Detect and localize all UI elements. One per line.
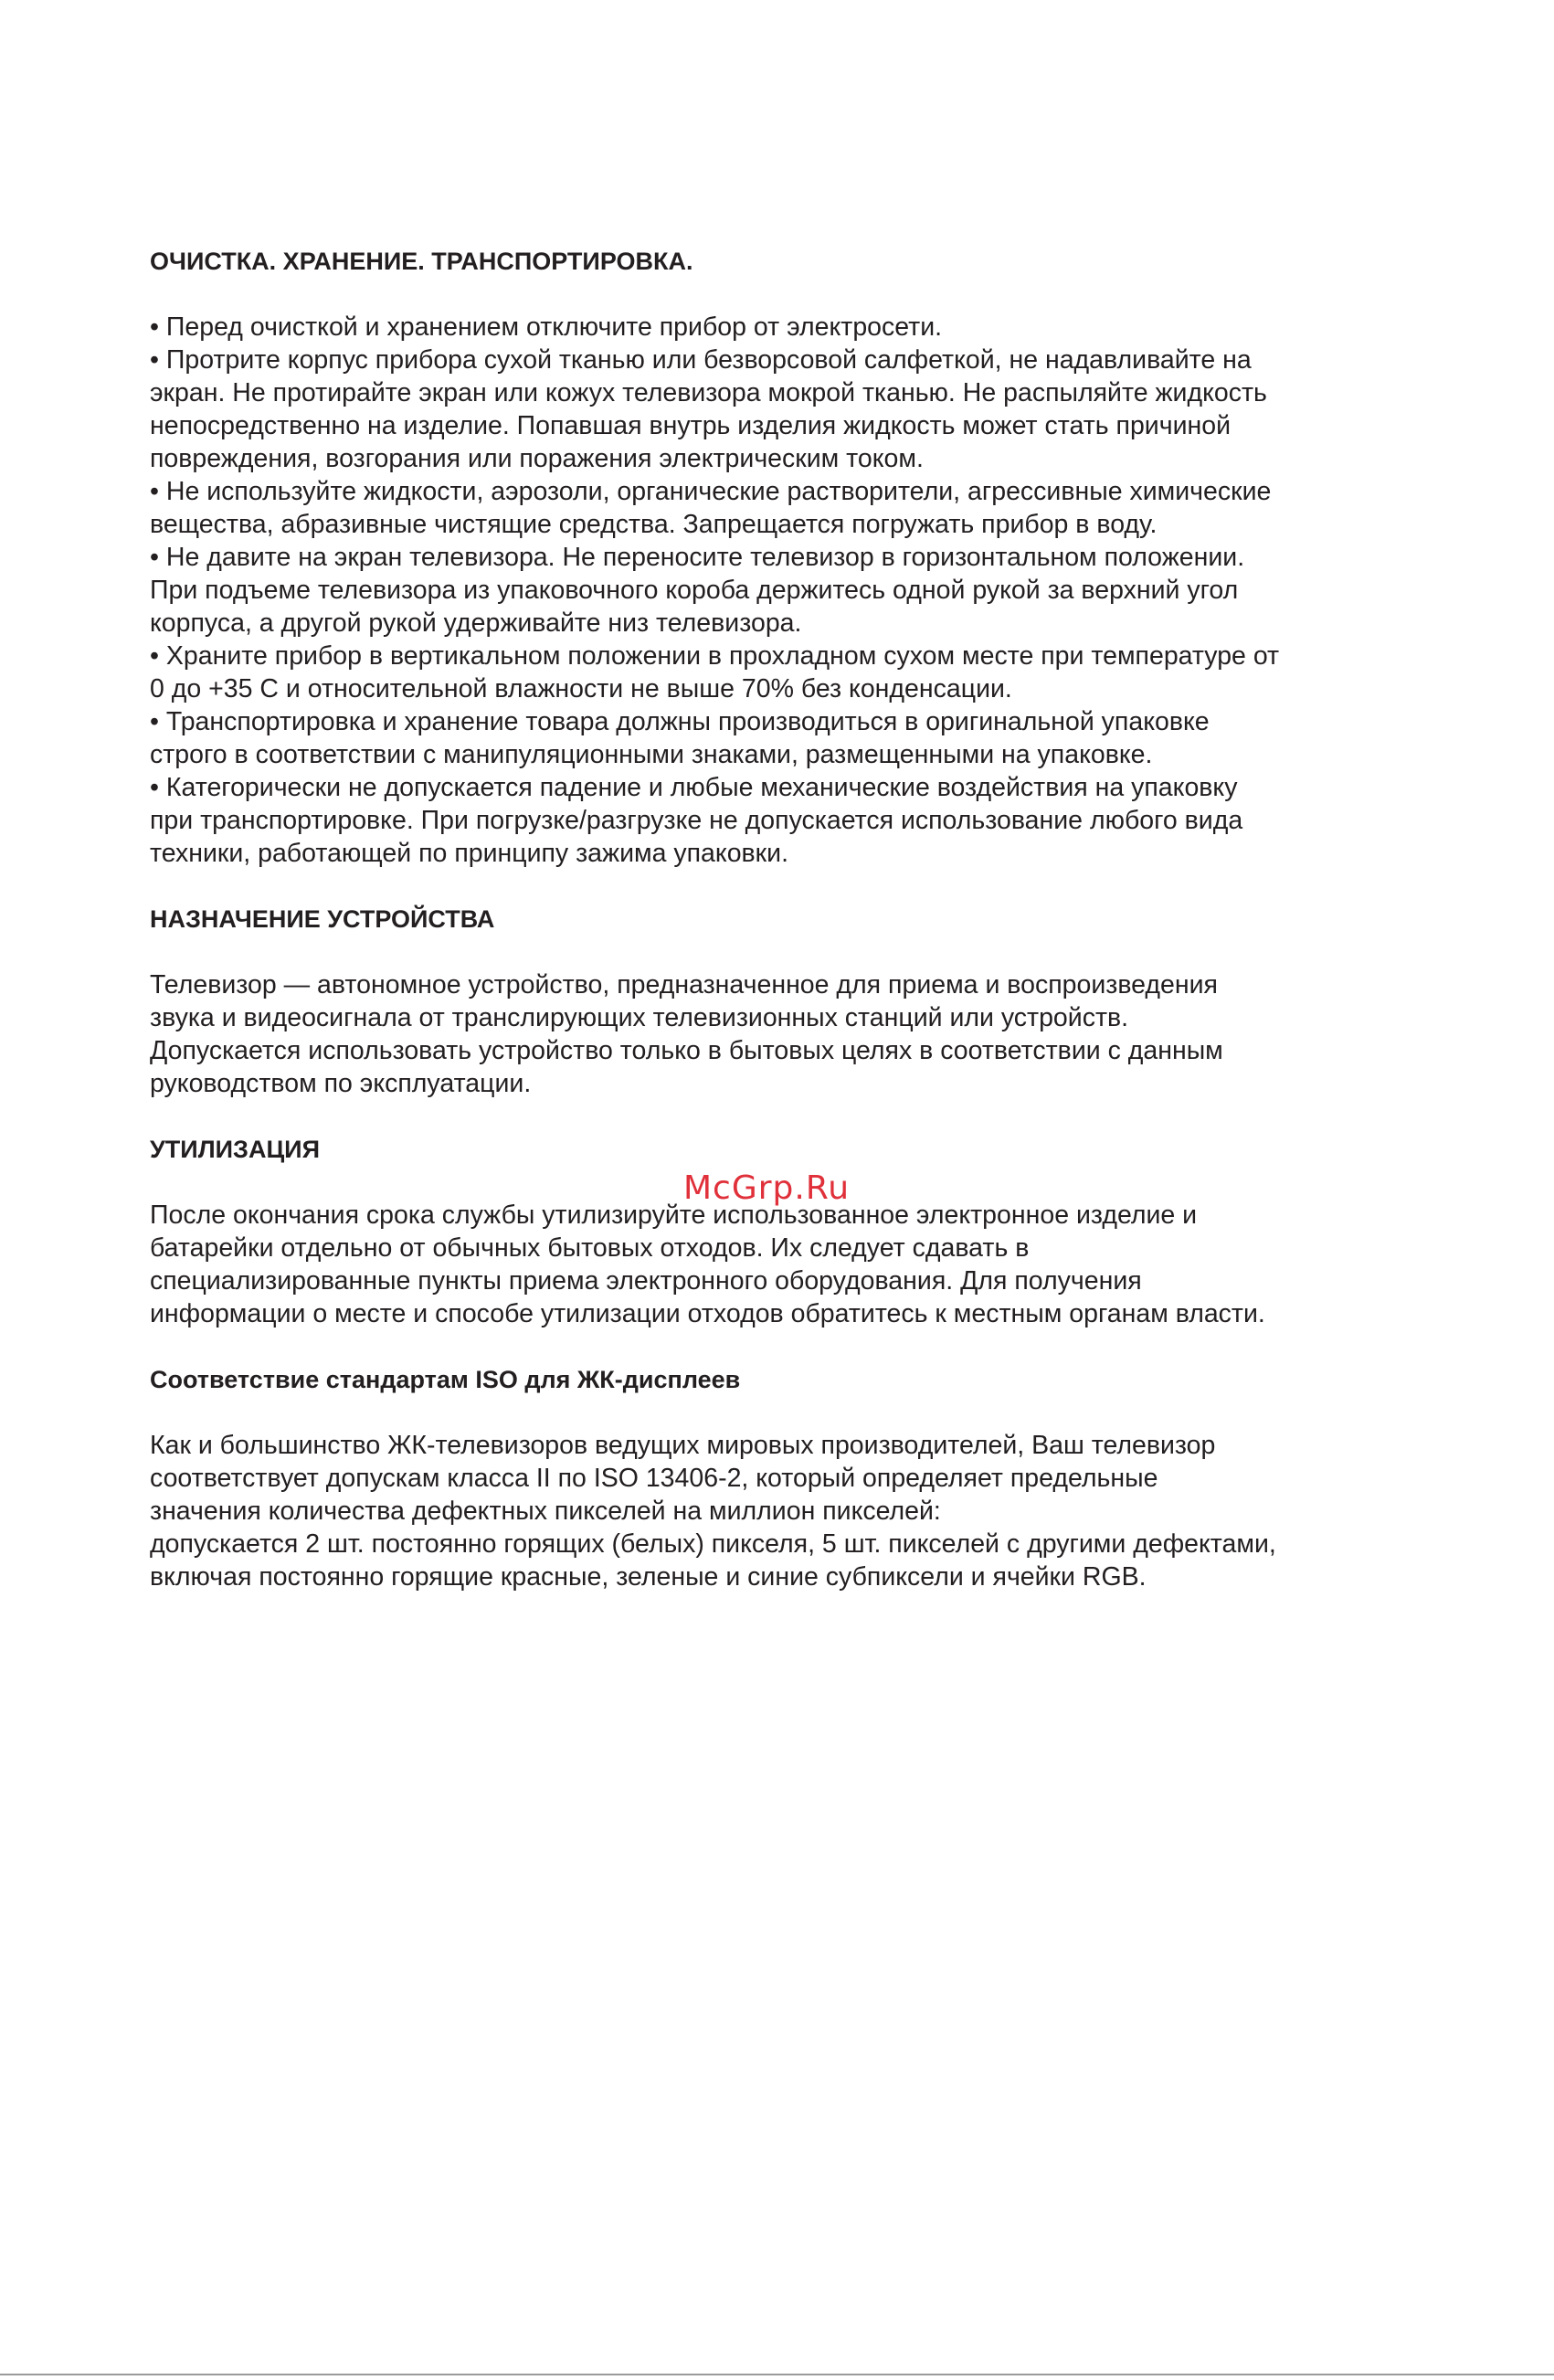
text-line: соответствует допускам класса II по ISO 13406-2, который определяет предельные	[150, 1464, 1158, 1493]
section-title-purpose: НАЗНАЧЕНИЕ УСТРОЙСТВА	[150, 905, 495, 933]
section-body-cleaning	[150, 311, 1429, 870]
section-body-purpose	[150, 968, 1429, 1100]
text-line: непосредственно на изделие. Попавшая внутрь изделия жидкость может стать причиной	[150, 411, 1232, 440]
text-line: значения количества дефектных пикселей на миллион пикселей:	[150, 1497, 941, 1526]
section-title-iso: Соответствие стандартам ISO для ЖК-дисплеев	[150, 1366, 741, 1393]
section-title-cleaning: ОЧИСТКА. ХРАНЕНИЕ. ТРАНСПОРТИРОВКА.	[150, 248, 693, 275]
section-body-disposal	[150, 1199, 1429, 1330]
text-line: Как и большинство ЖК-телевизоров ведущих мировых производителей, Ваш телевизор	[150, 1431, 1216, 1460]
text-line: включая постоянно горящие красные, зеленые и синие субпиксели и ячейки RGB.	[150, 1562, 1147, 1592]
text-line: звука и видеосигнала от транслирующих телевизионных станций или устройств.	[150, 1003, 1129, 1032]
text-line: руководством по эксплуатации.	[150, 1069, 532, 1098]
text-line: Допускается использовать устройство только в бытовых целях в соответствии с данным	[150, 1036, 1223, 1065]
text-line: • Храните прибор в вертикальном положении в прохладном сухом месте при температуре от	[150, 641, 1280, 671]
section-body-iso	[150, 1429, 1429, 1593]
document-content	[150, 245, 1429, 1593]
text-line: техники, работающей по принципу зажима упаковки.	[150, 839, 788, 868]
text-line: строго в соответствии с манипуляционными знаками, размещенными на упаковке.	[150, 740, 1153, 769]
text-line: вещества, абразивные чистящие средства. Запрещается погружать прибор в воду.	[150, 510, 1158, 539]
text-line: • Перед очисткой и хранением отключите прибор от электросети.	[150, 312, 943, 342]
text-line: После окончания срока службы утилизируйте использованное электронное изделие и	[150, 1201, 1198, 1230]
section-title-disposal: УТИЛИЗАЦИЯ	[150, 1136, 320, 1163]
text-line: допускается 2 шт. постоянно горящих (белых) пикселя, 5 шт. пикселей с другими дефектами,	[150, 1529, 1276, 1559]
text-line: специализированные пункты приема электронного оборудования. Для получения	[150, 1266, 1142, 1296]
text-line: экран. Не протирайте экран или кожух телевизора мокрой тканью. Не распыляйте жидкость	[150, 378, 1267, 407]
page-bottom-rule	[0, 2374, 1554, 2375]
text-line: • Протрите корпус прибора сухой тканью или безворсовой салфеткой, не надавливайте на	[150, 345, 1252, 375]
text-line: • Не используйте жидкости, аэрозоли, органические растворители, агрессивные химические	[150, 477, 1272, 506]
text-line: повреждения, возгорания или поражения электрическим током.	[150, 444, 924, 473]
text-line: корпуса, а другой рукой удерживайте низ телевизора.	[150, 608, 802, 638]
text-line: Телевизор — автономное устройство, предназначенное для приема и воспроизведения	[150, 970, 1218, 1000]
text-line: • Категорически не допускается падение и любые механические воздействия на упаковку	[150, 773, 1238, 802]
text-line: батарейки отдельно от обычных бытовых отходов. Их следует сдавать в	[150, 1233, 1030, 1263]
text-line: информации о месте и способе утилизации отходов обратитесь к местным органам власти.	[150, 1299, 1265, 1328]
text-line: • Не давите на экран телевизора. Не переносите телевизор в горизонтальном положении.	[150, 543, 1245, 572]
text-line: • Транспортировка и хранение товара должны производиться в оригинальной упаковке	[150, 707, 1210, 736]
text-line: при транспортировке. При погрузке/разгрузке не допускается использование любого вида	[150, 806, 1243, 835]
watermark: McGrp.Ru	[683, 1169, 851, 1207]
text-line: 0 до +35 С и относительной влажности не выше 70% без конденсации.	[150, 674, 1012, 703]
text-line: При подъеме телевизора из упаковочного короба держитесь одной рукой за верхний угол	[150, 576, 1239, 605]
